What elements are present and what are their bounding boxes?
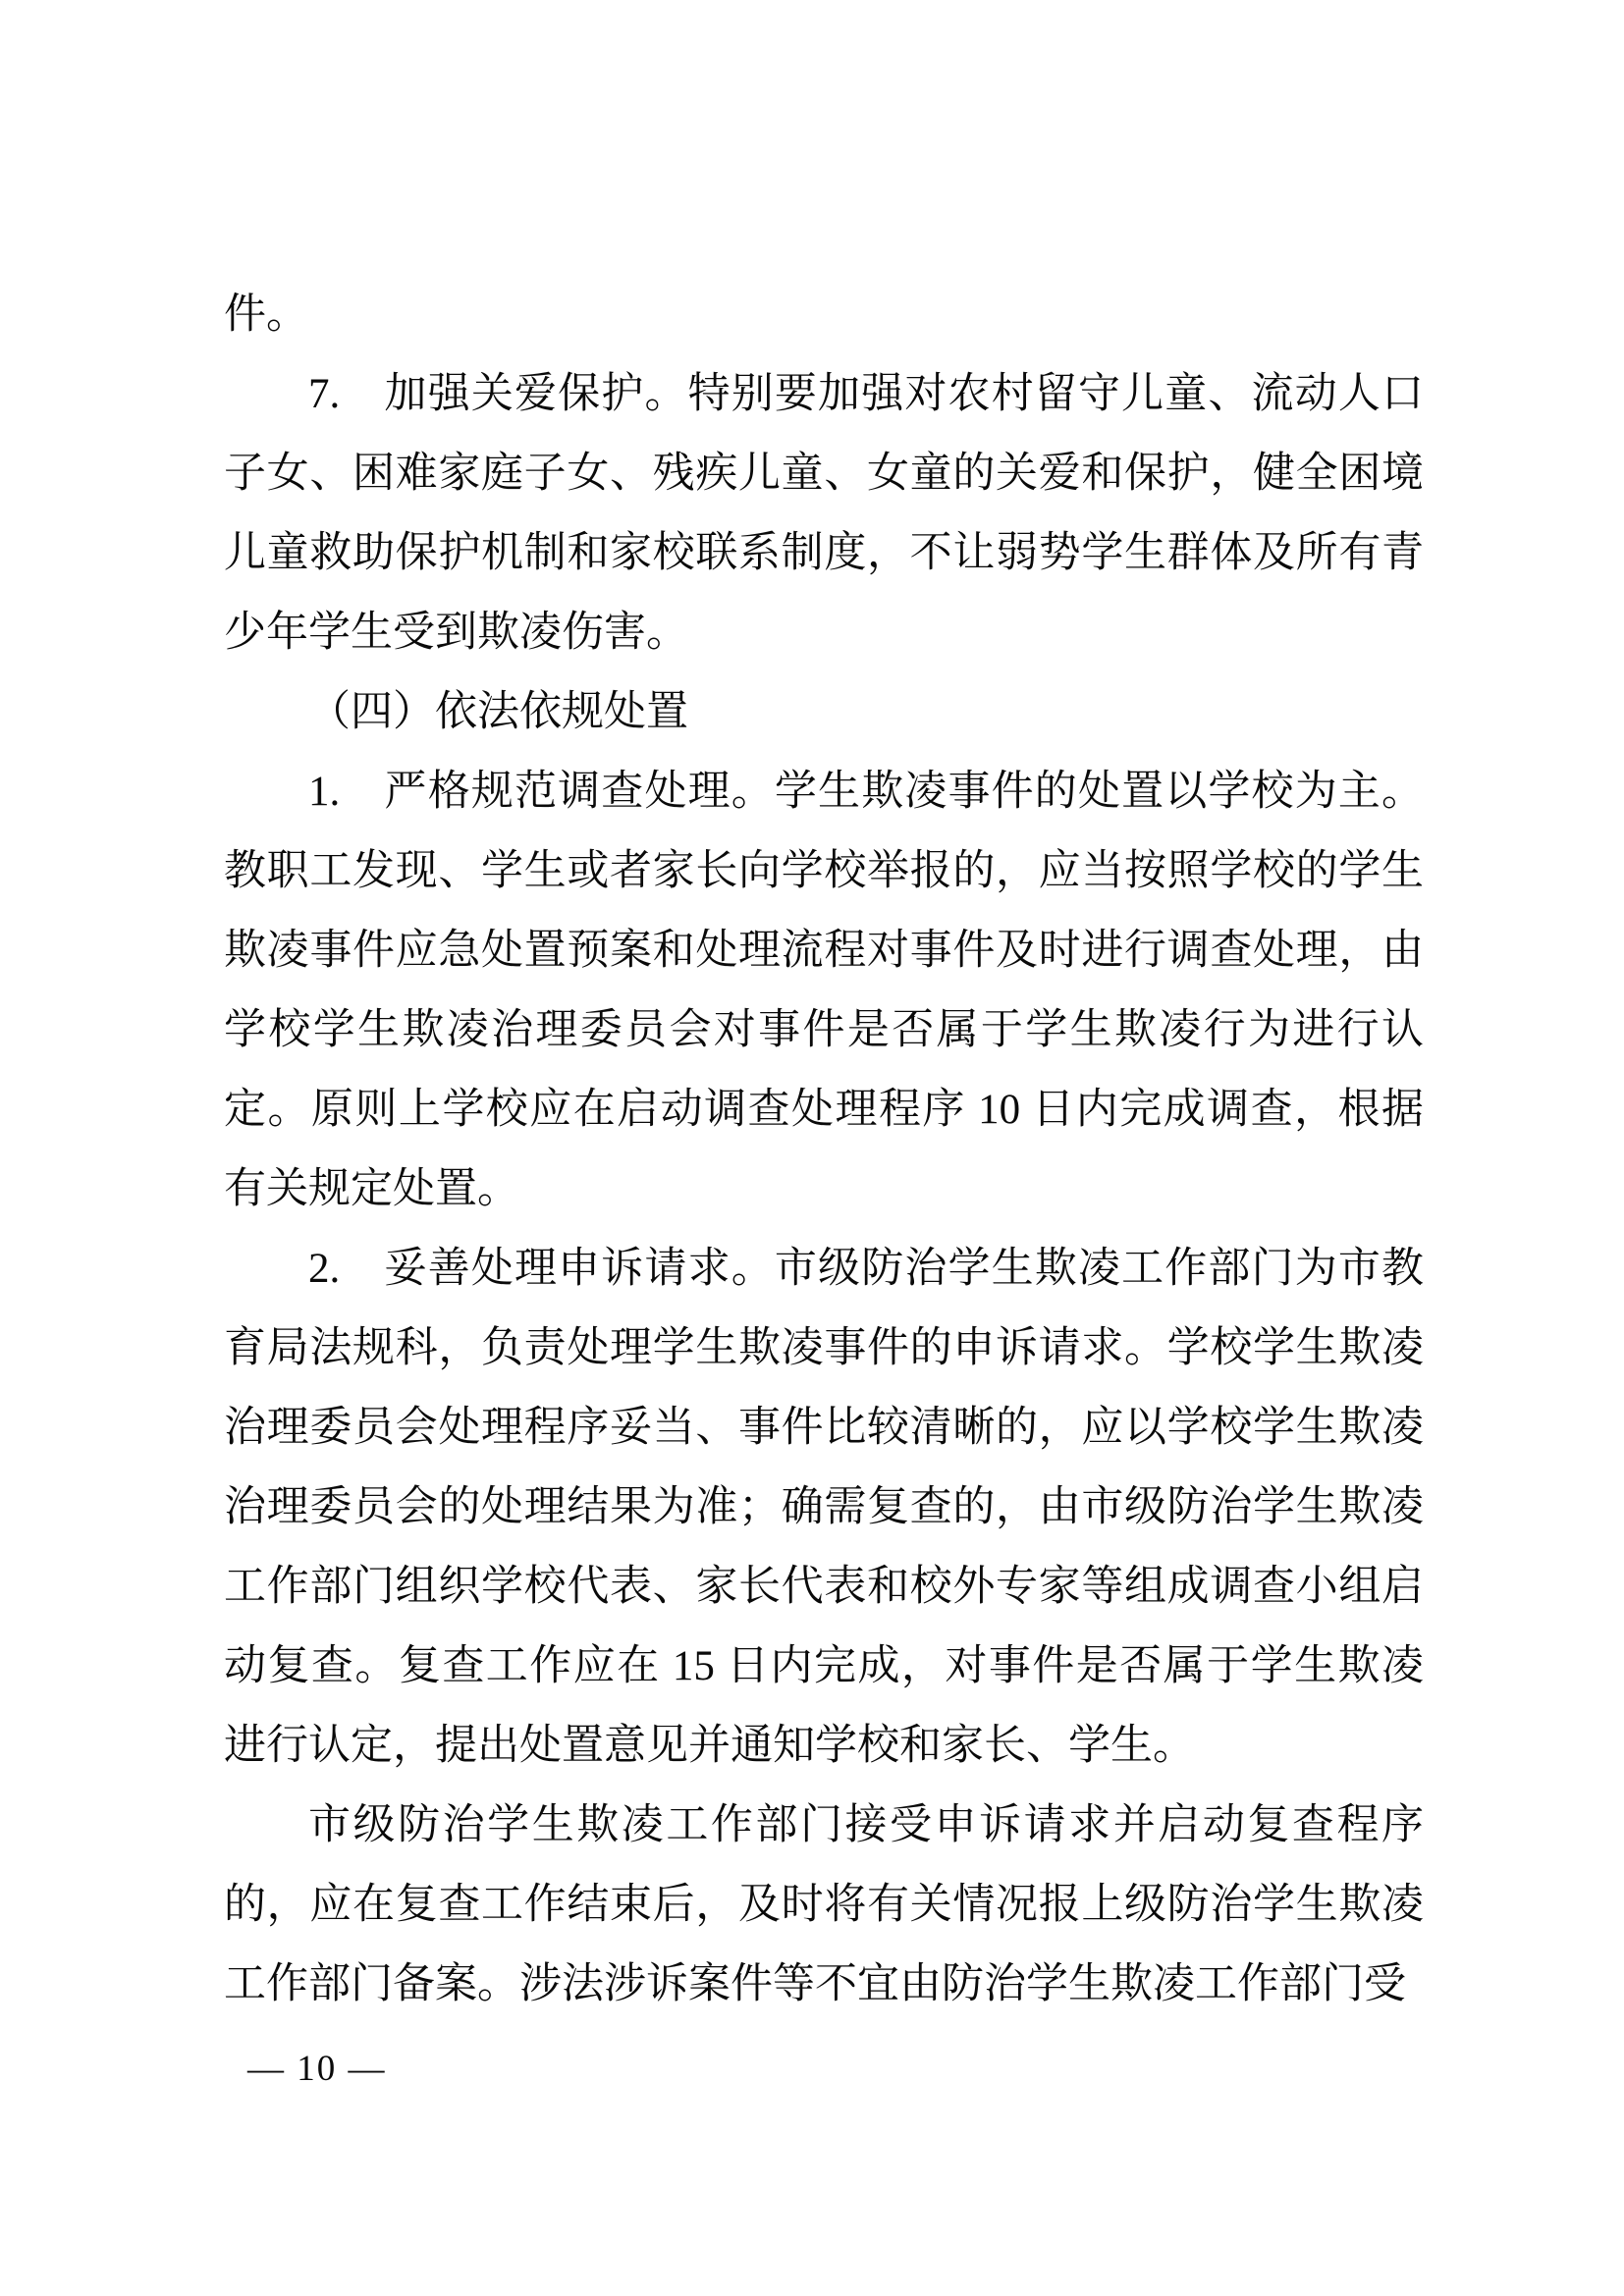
paragraph-appeal-review-filing: 市级防治学生欺凌工作部门接受申诉请求并启动复查程序的，应在复查工作结束后，及时将有关情况报上级防治学生欺凌工作部门备案。涉法涉诉案件等不宜由防治学生欺凌工作部门受 (224, 1802, 1424, 2007)
paragraph-continuation: 件。 (224, 292, 308, 338)
document-body (224, 275, 1424, 2024)
page-number: — 10 — (247, 2049, 387, 2089)
paragraph-item-1-investigation: 1. 严格规范调查处理。学生欺凌事件的处置以学校为主。教职工发现、学生或者家长向学校举报的，应当按照学校的学生欺凌事件应急处置预案和处理流程对事件及时进行调查处理，由学校学生欺凌治理委员会对事件是否属于学生欺凌行为进行认定。原则上学校应在启动调查处理程序 10 日内完成调查，根据有关规定处置。 (224, 769, 1424, 1212)
paragraph-item-2-appeals: 2. 妥善处理申诉请求。市级防治学生欺凌工作部门为市教育局法规科，负责处理学生欺凌事件的申诉请求。学校学生欺凌治理委员会处理程序妥当、事件比较清晰的，应以学校学生欺凌治理委员会的处理结果为准；确需复查的，由市级防治学生欺凌工作部门组织学校代表、家长代表和校外专家等组成调查小组启动复查。复查工作应在 15 日内完成，对事件是否属于学生欺凌进行认定，提出处置意见并通知学校和家长、学生。 (224, 1246, 1424, 1769)
paragraph-item-7-care-protection: 7. 加强关爱保护。特别要加强对农村留守儿童、流动人口子女、困难家庭子女、残疾儿童、女童的关爱和保护，健全困境儿童救助保护机制和家校联系制度，不让弱势学生群体及所有青少年学生受到欺凌伤害。 (224, 371, 1424, 656)
section-heading-4-lawful-handling: （四）依法依规处置 (308, 689, 688, 735)
